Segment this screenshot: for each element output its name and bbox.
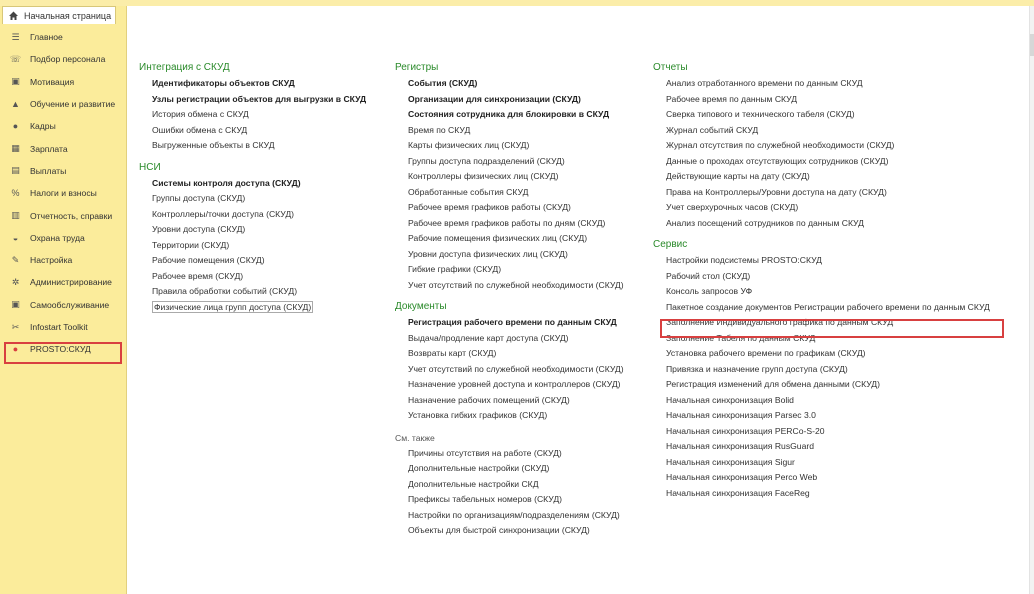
nav-link-label: Учет сверхурочных часов (СКУД) xyxy=(666,202,799,212)
nav-link[interactable] xyxy=(653,470,990,486)
sidebar xyxy=(0,6,127,594)
nav-link[interactable] xyxy=(653,300,990,316)
nav-link[interactable] xyxy=(653,253,990,269)
nav-link-label: Состояния сотрудника для блокировки в СКУД xyxy=(408,109,610,119)
nav-link[interactable] xyxy=(653,269,990,285)
nav-link[interactable] xyxy=(653,216,990,232)
sidebar-item[interactable] xyxy=(0,294,126,316)
column-reports-service xyxy=(653,60,990,501)
nav-link[interactable] xyxy=(395,154,624,170)
nav-link-label: Настройки подсистемы PROSTO:СКУД xyxy=(666,255,822,265)
nav-link-label: Выдача/продление карт доступа (СКУД) xyxy=(408,332,569,343)
nav-link[interactable] xyxy=(139,238,366,254)
nav-link[interactable] xyxy=(653,346,990,362)
nav-link[interactable] xyxy=(139,123,366,139)
sidebar-item[interactable] xyxy=(0,48,126,70)
nav-link-label: Настройки по организациям/подразделениям (СКУД) xyxy=(408,509,620,520)
nav-link-label: Рабочее время графиков работы (СКУД) xyxy=(408,202,571,212)
nav-link[interactable] xyxy=(395,231,624,247)
sidebar-item[interactable] xyxy=(0,182,126,204)
nav-link-label: Назначение рабочих помещений (СКУД) xyxy=(408,394,570,405)
nav-link-label: Анализ посещений сотрудников по данным СКУД xyxy=(666,217,864,228)
nav-link-label: Журнал отсутствия по служебной необходимости (СКУД) xyxy=(666,140,895,150)
scrollbar-thumb[interactable] xyxy=(1030,34,1034,56)
nav-link[interactable] xyxy=(653,377,990,393)
nav-link[interactable] xyxy=(395,123,624,139)
nav-link-label: Начальная синхронизация Perco Web xyxy=(666,472,818,482)
column-integration-nsi xyxy=(139,60,366,315)
home-tab-label: Начальная страница xyxy=(24,10,112,21)
nav-link-label: Пакетное создание документов Регистрации рабочего времени по данным СКУД xyxy=(666,301,990,312)
sidebar-item[interactable] xyxy=(0,26,126,48)
sidebar-item[interactable] xyxy=(0,93,126,115)
recruit-icon: ☏ xyxy=(9,53,22,64)
nav-link[interactable] xyxy=(139,107,366,123)
nav-link-label: Группы доступа подразделений (СКУД) xyxy=(408,155,565,166)
nav-link[interactable] xyxy=(395,346,624,362)
nav-link[interactable] xyxy=(395,408,624,424)
home-tab[interactable] xyxy=(2,6,116,24)
wrench-icon: ✎ xyxy=(11,254,20,265)
sidebar-item[interactable] xyxy=(0,227,126,249)
nav-link[interactable] xyxy=(653,185,990,201)
nav-link[interactable] xyxy=(653,408,990,424)
sidebar-item[interactable] xyxy=(0,271,126,293)
sidebar-item-label: Налоги и взносы xyxy=(30,188,97,199)
nav-link-label: Начальная синхронизация Sigur xyxy=(666,456,795,467)
nav-link[interactable] xyxy=(139,76,366,92)
nav-link[interactable] xyxy=(395,461,624,477)
nav-link[interactable] xyxy=(395,107,624,123)
nav-link-label: Заполнение Индивидуального графика по данным СКУД xyxy=(666,317,894,327)
nav-link-label: Назначение уровней доступа и контроллеров (СКУД) xyxy=(408,379,621,389)
nav-link[interactable] xyxy=(653,455,990,471)
nav-link-label: Причины отсутствия на работе (СКУД) xyxy=(408,447,562,458)
sidebar-item[interactable] xyxy=(0,204,126,226)
nav-link[interactable] xyxy=(653,92,990,108)
nav-link-label: Объекты для быстрой синхронизации (СКУД) xyxy=(408,525,590,535)
nav-link-label: Дополнительные настройки (СКУД) xyxy=(408,463,550,473)
nav-link-label: Сверка типового и технического табеля (СКУД) xyxy=(666,109,855,119)
nav-link[interactable] xyxy=(395,492,624,508)
top-strip xyxy=(0,0,1034,6)
sidebar-item-label: Самообслуживание xyxy=(30,299,110,310)
nav-link[interactable] xyxy=(653,393,990,409)
sidebar-item[interactable] xyxy=(0,249,126,271)
nav-link-label: Рабочие помещения (СКУД) xyxy=(152,255,265,265)
nav-link-label: Журнал событий СКУД xyxy=(666,124,759,135)
nav-link-label: История обмена с СКУД xyxy=(152,109,249,119)
nav-link[interactable] xyxy=(139,191,366,207)
nav-link[interactable] xyxy=(395,138,624,154)
nav-link-label: Установка гибких графиков (СКУД) xyxy=(408,410,548,420)
sidebar-item-label: Главное xyxy=(30,32,63,43)
nav-link[interactable] xyxy=(395,508,624,524)
nav-link-label: Рабочее время по данным СКУД xyxy=(666,93,798,104)
self-service-icon: ▣ xyxy=(11,299,20,310)
nav-link-label: Время по СКУД xyxy=(408,124,471,135)
payment-icon: ▤ xyxy=(11,165,20,176)
nav-link[interactable] xyxy=(653,439,990,455)
nav-link-label: Начальная синхронизация FaceReg xyxy=(666,487,810,498)
nav-link-label: Гибкие графики (СКУД) xyxy=(408,264,502,274)
nav-link-label: Регистрация рабочего времени по данным СКУД xyxy=(408,317,617,327)
nav-link-label: Контроллеры физических лиц (СКУД) xyxy=(408,171,559,181)
sidebar-nav xyxy=(0,26,126,360)
nav-link-label: Начальная синхронизация PERCo-S-20 xyxy=(666,425,825,436)
nav-link-label: События (СКУД) xyxy=(408,78,478,88)
reports-icon: ▥ xyxy=(11,210,20,221)
nav-link-label: Рабочее время графиков работы по дням (СКУД) xyxy=(408,217,606,228)
nav-link[interactable] xyxy=(653,315,990,331)
sidebar-item-label: Обучение и развитие xyxy=(30,99,116,110)
sidebar-item[interactable] xyxy=(0,71,126,93)
nav-link-label: Начальная синхронизация Parsec 3.0 xyxy=(666,410,816,420)
nav-link-label: Идентификаторы объектов СКУД xyxy=(152,78,295,88)
nav-link[interactable] xyxy=(395,76,624,92)
sidebar-item-label: Отчетность, справки xyxy=(30,210,113,221)
nav-link[interactable] xyxy=(395,262,624,278)
nav-link[interactable] xyxy=(139,253,366,269)
nav-link-label: Физические лица групп доступа (СКУД) xyxy=(154,301,312,312)
prosto-icon: ● xyxy=(12,344,19,355)
sidebar-item-label: Кадры xyxy=(30,121,56,132)
nav-link[interactable] xyxy=(653,331,990,347)
nav-link-label: Возвраты карт (СКУД) xyxy=(408,348,497,358)
nav-link[interactable] xyxy=(395,477,624,493)
sidebar-item-label: Подбор персонала xyxy=(30,54,106,65)
nav-link-label: Уровни доступа (СКУД) xyxy=(152,224,246,234)
nav-link[interactable] xyxy=(139,138,366,154)
nav-link[interactable] xyxy=(395,216,624,232)
column-registers-documents xyxy=(395,60,624,539)
nav-link-label: Консоль запросов УФ xyxy=(666,286,753,296)
nav-link-label: Рабочее время (СКУД) xyxy=(152,270,244,281)
nav-link[interactable] xyxy=(653,138,990,154)
section-title: См. также xyxy=(395,432,435,443)
nav-link[interactable] xyxy=(139,284,366,300)
nav-link[interactable] xyxy=(653,76,990,92)
nav-link-label: Начальная синхронизация RusGuard xyxy=(666,441,815,451)
sidebar-item-label: Настройка xyxy=(30,255,73,266)
section-title: Сервис xyxy=(653,239,688,250)
sidebar-item[interactable] xyxy=(0,316,126,338)
home-icon xyxy=(8,10,19,21)
tools-icon: ✂ xyxy=(11,321,20,332)
nav-link[interactable] xyxy=(653,169,990,185)
nav-link-label: Узлы регистрации объектов для выгрузки в СКУД xyxy=(152,93,367,104)
nav-link[interactable] xyxy=(395,393,624,409)
section-title: Регистры xyxy=(395,62,439,73)
nav-link[interactable] xyxy=(139,269,366,285)
percent-icon: % xyxy=(11,188,20,199)
nav-link-label: Дополнительные настройки СКД xyxy=(408,478,539,489)
nav-link[interactable] xyxy=(395,362,624,378)
nav-link-label: Учет отсутствий по служебной необходимости (СКУД) xyxy=(408,279,624,290)
nav-link[interactable] xyxy=(395,315,624,331)
nav-link[interactable] xyxy=(139,207,366,223)
nav-link[interactable] xyxy=(395,523,624,539)
nav-link[interactable] xyxy=(653,200,990,216)
nav-link[interactable] xyxy=(653,362,990,378)
nav-link[interactable] xyxy=(653,123,990,139)
sidebar-item-label: PROSTO:СКУД xyxy=(30,344,91,355)
gear-icon: ✲ xyxy=(11,276,20,287)
nav-link[interactable] xyxy=(395,377,624,393)
people-icon: ● xyxy=(12,121,19,132)
nav-link[interactable] xyxy=(395,92,624,108)
sidebar-item-label: Зарплата xyxy=(30,143,68,154)
nav-link[interactable] xyxy=(139,222,366,238)
nav-link[interactable] xyxy=(395,446,624,462)
nav-link[interactable] xyxy=(653,154,990,170)
sidebar-item-label: Выплаты xyxy=(30,165,67,176)
graduation-icon: ▲ xyxy=(11,99,20,110)
nav-link-label: Заполнение Табеля по данным СКУД xyxy=(666,332,816,343)
nav-link[interactable] xyxy=(139,300,366,316)
nav-link-label: Группы доступа (СКУД) xyxy=(152,193,246,203)
sidebar-item[interactable] xyxy=(0,338,126,360)
nav-link-label: Регистрация изменений для обмена данными (СКУД) xyxy=(666,379,880,389)
nav-link-label: Территории (СКУД) xyxy=(152,239,230,250)
sidebar-item-label: Администрирование xyxy=(30,277,112,288)
nav-link[interactable] xyxy=(139,92,366,108)
nav-link-label: Установка рабочего времени по графикам (СКУД) xyxy=(666,348,866,358)
calculator-icon: ▦ xyxy=(11,143,20,154)
nav-link[interactable] xyxy=(139,176,366,192)
nav-link-label: Данные о проходах отсутствующих сотрудников (СКУД) xyxy=(666,155,889,166)
nav-link-label: Контроллеры/точки доступа (СКУД) xyxy=(152,208,295,219)
nav-link-label: Привязка и назначение групп доступа (СКУД) xyxy=(666,363,848,374)
nav-link-label: Учет отсутствий по служебной необходимости (СКУД) xyxy=(408,363,624,374)
nav-link-label: Правила обработки событий (СКУД) xyxy=(152,286,298,296)
nav-link[interactable] xyxy=(395,169,624,185)
sidebar-item[interactable] xyxy=(0,137,126,159)
sidebar-item-label: Мотивация xyxy=(30,76,75,87)
nav-link-label: Рабочие помещения физических лиц (СКУД) xyxy=(408,233,588,243)
nav-link-label: Действующие карты на дату (СКУД) xyxy=(666,171,810,181)
nav-link[interactable] xyxy=(395,185,624,201)
section-title: Интеграция с СКУД xyxy=(139,62,230,73)
scrollbar[interactable] xyxy=(1029,6,1034,594)
nav-link[interactable] xyxy=(395,247,624,263)
nav-link-label: Организации для синхронизации (СКУД) xyxy=(408,93,581,104)
nav-link-label: Анализ отработанного времени по данным СКУД xyxy=(666,78,863,88)
sidebar-item[interactable] xyxy=(0,160,126,182)
sidebar-item[interactable] xyxy=(0,115,126,137)
nav-link[interactable] xyxy=(653,107,990,123)
nav-link-label: Уровни доступа физических лиц (СКУД) xyxy=(408,248,568,259)
sidebar-item-label: Infostart Toolkit xyxy=(30,322,88,332)
nav-link-label: Системы контроля доступа (СКУД) xyxy=(152,177,301,188)
sidebar-item-label: Охрана труда xyxy=(30,232,85,243)
nav-link[interactable] xyxy=(395,331,624,347)
section-title: Отчеты xyxy=(653,62,688,73)
helmet-icon: ◒ xyxy=(12,232,19,243)
nav-link-label: Префиксы табельных номеров (СКУД) xyxy=(408,494,563,504)
nav-link-label: Ошибки обмена с СКУД xyxy=(152,124,248,135)
nav-link-label: Выгруженные объекты в СКУД xyxy=(152,140,275,150)
nav-link[interactable] xyxy=(653,486,990,502)
nav-link-label: Обработанные события СКУД xyxy=(408,186,529,197)
section-title: Документы xyxy=(395,301,447,312)
nav-link-label: Права на Контроллеры/Уровни доступа на дату (СКУД) xyxy=(666,186,887,197)
menu-icon: ☰ xyxy=(11,31,20,42)
nav-link-label: Карты физических лиц (СКУД) xyxy=(408,140,530,150)
nav-link-label: Рабочий стол (СКУД) xyxy=(666,270,751,281)
nav-link-label: Начальная синхронизация Bolid xyxy=(666,394,794,405)
section-title: НСИ xyxy=(139,161,161,173)
nav-link[interactable] xyxy=(653,284,990,300)
nav-link[interactable] xyxy=(395,200,624,216)
nav-link[interactable] xyxy=(653,424,990,440)
nav-link[interactable] xyxy=(395,278,624,294)
motivation-icon: ▣ xyxy=(11,76,20,87)
